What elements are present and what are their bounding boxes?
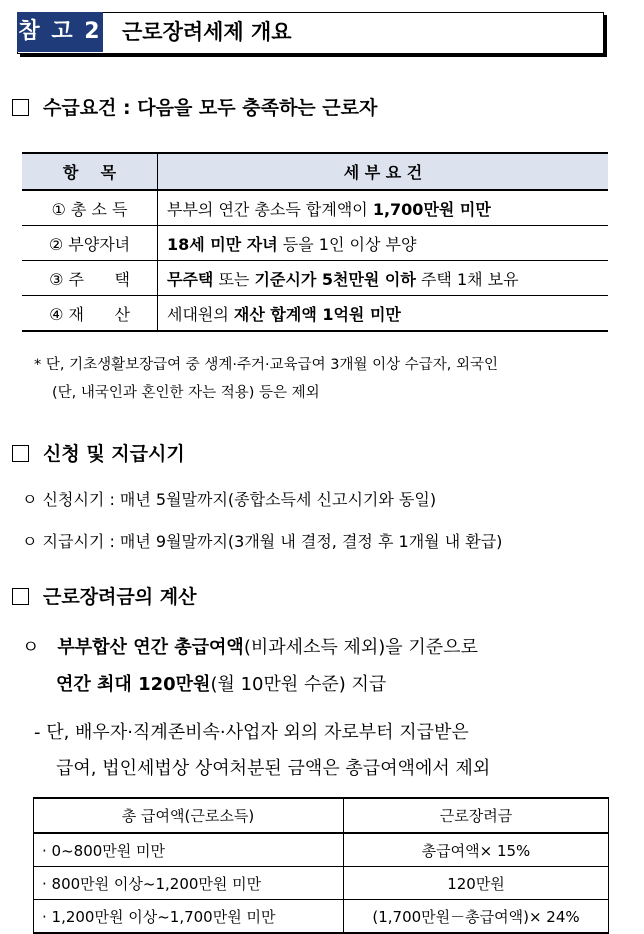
eligibility-row — [22, 296, 608, 332]
income-range: · 0~800만원 미만 — [34, 833, 344, 867]
page-title: 근로장려세제 개요 — [122, 20, 292, 44]
eligibility-detail — [158, 190, 609, 226]
detail-text: 세대원의 — [167, 304, 234, 324]
eligibility-detail — [158, 296, 609, 332]
circle-bullet: ㅇ — [22, 637, 40, 658]
eligibility-row — [22, 226, 608, 261]
benefit-amount: 총급여액× 15% — [344, 833, 609, 867]
section-calculation-heading — [12, 584, 196, 610]
square-bullet-icon — [12, 588, 29, 605]
section-eligibility-title: 수급요건 : 다음을 모두 충족하는 근로자 — [43, 97, 378, 119]
calc-col-income: 총 급여액(근로소득) — [34, 798, 344, 833]
eligibility-row — [22, 190, 608, 226]
income-range: · 1,200만원 이상~1,700만원 미만 — [34, 900, 344, 934]
reference-tag: 참 고 2 — [17, 12, 103, 52]
calc-basis-rest: (비과세소득 제외)을 기준으로 — [243, 637, 478, 658]
detail-text: 재산 합계액 1억원 미만 — [233, 304, 401, 324]
calc-basis-bold: 부부합산 연간 총급여액 — [57, 637, 244, 658]
section-eligibility-heading — [12, 95, 377, 121]
section-calculation-title: 근로장려금의 계산 — [43, 586, 197, 608]
calc-max-bold: 연간 최대 120만원 — [56, 674, 211, 695]
calc-para1-line2 — [56, 672, 386, 698]
apply-period: ㅇ 신청시기 : 매년 5월말까지(종합소득세 신고시기와 동일) — [22, 490, 437, 509]
eligibility-item: ③ 주 택 — [22, 261, 158, 296]
detail-text: 18세 미만 자녀 — [167, 234, 278, 254]
calc-col-benefit: 근로장려금 — [344, 798, 609, 833]
calc-para2-line2: 급여, 법인세법상 상여처분된 금액은 총급여액에서 제외 — [56, 758, 491, 779]
square-bullet-icon — [12, 99, 29, 116]
benefit-amount: 120만원 — [344, 867, 609, 900]
eligibility-col-item: 항 목 — [22, 153, 158, 190]
eligibility-row — [22, 261, 608, 296]
calc-max-rest: (월 10만원 수준) 지급 — [210, 674, 387, 695]
detail-text: 1,700만원 미만 — [372, 199, 491, 219]
calc-row — [34, 900, 609, 934]
eligibility-col-detail: 세 부 요 건 — [158, 153, 609, 190]
title-box — [17, 12, 604, 54]
square-bullet-icon — [12, 445, 29, 462]
detail-text: 무주택 — [167, 269, 214, 289]
detail-text: 등을 1인 이상 부양 — [277, 234, 417, 254]
eligibility-detail — [158, 226, 609, 261]
eligibility-note-line1: * 단, 기초생활보장급여 중 생계·주거·교육급여 3개월 이상 수급자, 외국인 — [34, 357, 498, 373]
section-schedule-title: 신청 및 지급시기 — [43, 443, 185, 465]
detail-text: 주택 1채 보유 — [415, 269, 519, 289]
eligibility-table — [22, 152, 608, 332]
eligibility-detail — [158, 261, 609, 296]
income-range: · 800만원 이상~1,200만원 미만 — [34, 867, 344, 900]
calc-row — [34, 867, 609, 900]
calculation-table — [33, 797, 609, 934]
eligibility-item: ① 총 소 득 — [22, 190, 158, 226]
section-schedule-heading — [12, 441, 185, 467]
payment-period: ㅇ 지급시기 : 매년 9월말까지(3개월 내 결정, 결정 후 1개월 내 환급) — [22, 532, 503, 551]
eligibility-note-line2: (단, 내국인과 혼인한 자는 적용) 등은 제외 — [52, 385, 320, 401]
eligibility-item: ④ 재 산 — [22, 296, 158, 332]
detail-text: 기준시가 5천만원 이하 — [254, 269, 416, 289]
detail-text: 부부의 연간 총소득 합계액이 — [167, 199, 373, 219]
calc-para1-line1 — [22, 635, 478, 661]
eligibility-item: ② 부양자녀 — [22, 226, 158, 261]
benefit-amount: (1,700만원－총급여액)× 24% — [344, 900, 609, 934]
calc-para2-line1: - 단, 배우자·직계존비속·사업자 외의 자로부터 지급받은 — [34, 722, 469, 743]
calc-row — [34, 833, 609, 867]
detail-text: 또는 — [213, 269, 255, 289]
